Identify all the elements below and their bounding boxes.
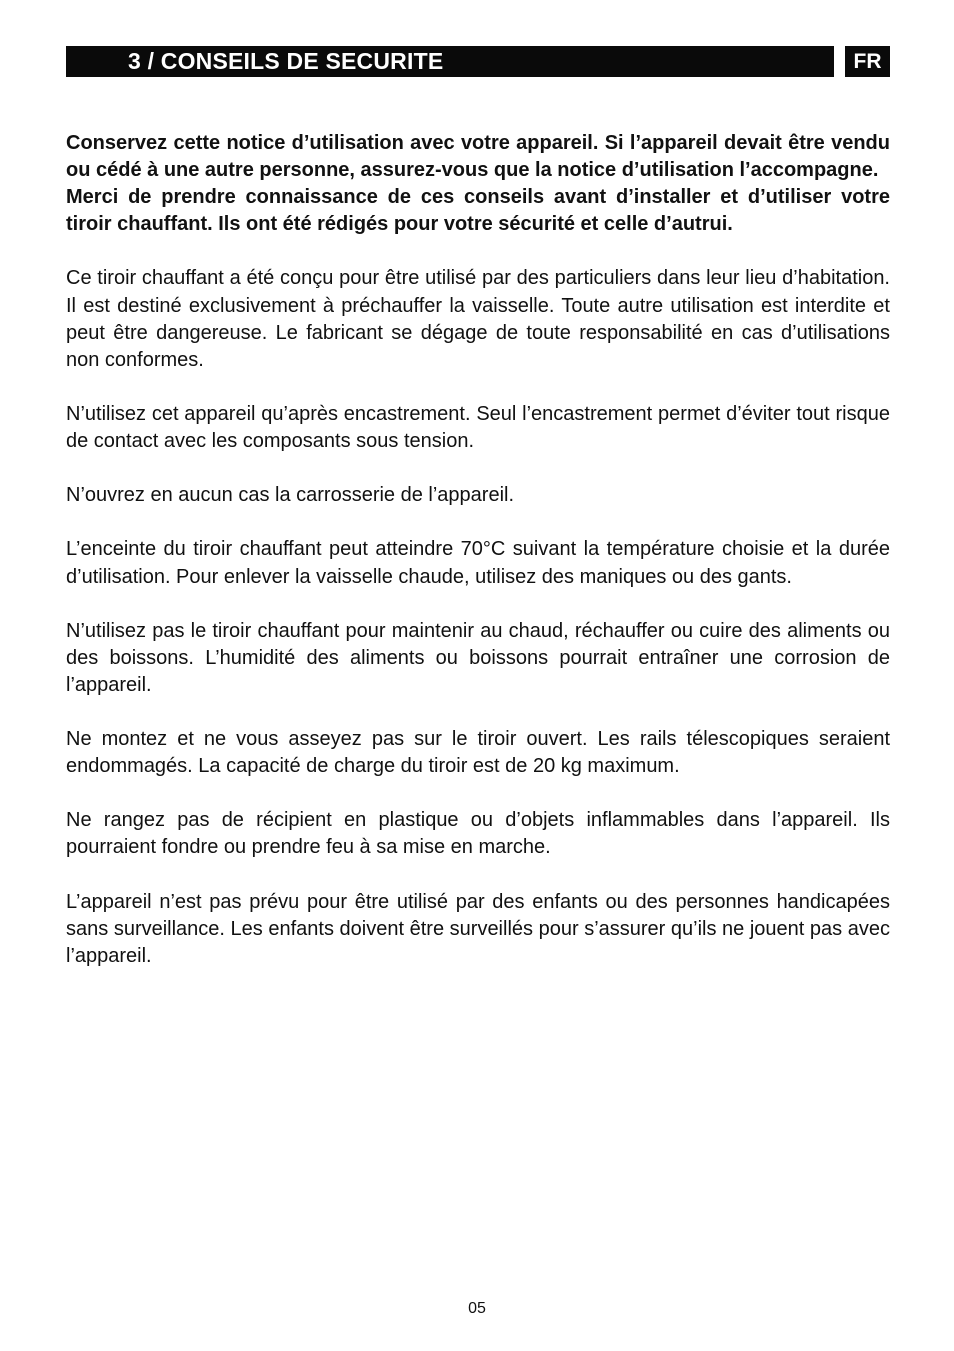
intro-paragraph <box>66 130 890 238</box>
intro-line-read-advice: Merci de prendre connaissance de ces conseils avant d’installer et d’utiliser votre tiroir chauffant. Ils ont été rédigés pour votre sécurité et celle d’autrui. <box>66 186 890 236</box>
paragraph-intended-use: Ce tiroir chauffant a été conçu pour être utilisé par des particuliers dans leur lieu d’habitation. Il est destiné exclusivement à préchauffer la vaisselle. Toute autre utilisation est interdite et peut être dangereuse. Le fabricant se dégage de toute responsabilité en cas d’utilisations non conformes. <box>66 267 890 371</box>
paragraph-casing: N’ouvrez en aucun cas la carrosserie de l’appareil. <box>66 484 515 507</box>
paragraph-installation: N’utilisez cet appareil qu’après encastrement. Seul l’encastrement permet d’éviter tout risque de contact avec les composants sous tension. <box>66 402 890 453</box>
document-body <box>66 130 890 997</box>
paragraph-food-warning: N’utilisez pas le tiroir chauffant pour maintenir au chaud, réchauffer ou cuire des aliments ou des boissons. L’humidité des aliments ou boissons pourrait entraîner une corrosion de l’appareil. <box>66 619 890 696</box>
section-header-bar <box>66 46 834 77</box>
paragraph-children: L’appareil n’est pas prévu pour être utilisé par des enfants ou des personnes handicapées sans surveillance. Les enfants doivent être surveillés pour s’assurer qu’ils ne jouent pas avec l’appareil. <box>66 890 890 967</box>
paragraph-temperature: L’enceinte du tiroir chauffant peut atteindre 70°C suivant la température choisie et la durée d’utilisation. Pour enlever la vaisselle chaude, utilisez des maniques ou des gants. <box>66 538 890 588</box>
paragraph-flammables: Ne rangez pas de récipient en plastique ou d’objets inflammables dans l’appareil. Ils pourraient fondre ou prendre feu à sa mise en marche. <box>66 809 890 859</box>
page-number: 05 <box>468 1300 486 1317</box>
section-title: 3 / CONSEILS DE SECURITE <box>128 48 444 74</box>
intro-line-keep-notice: Conservez cette notice d’utilisation avec votre appareil. Si l’appareil devait être vendu ou cédé à une autre personne, assurez-vous que la notice d’utilisation l’accompagne. <box>66 132 890 182</box>
language-badge: FR <box>845 46 890 77</box>
paragraph-load-capacity: Ne montez et ne vous asseyez pas sur le tiroir ouvert. Les rails télescopiques seraient endommagés. La capacité de charge du tiroir est de 20 kg maximum. <box>66 728 890 778</box>
